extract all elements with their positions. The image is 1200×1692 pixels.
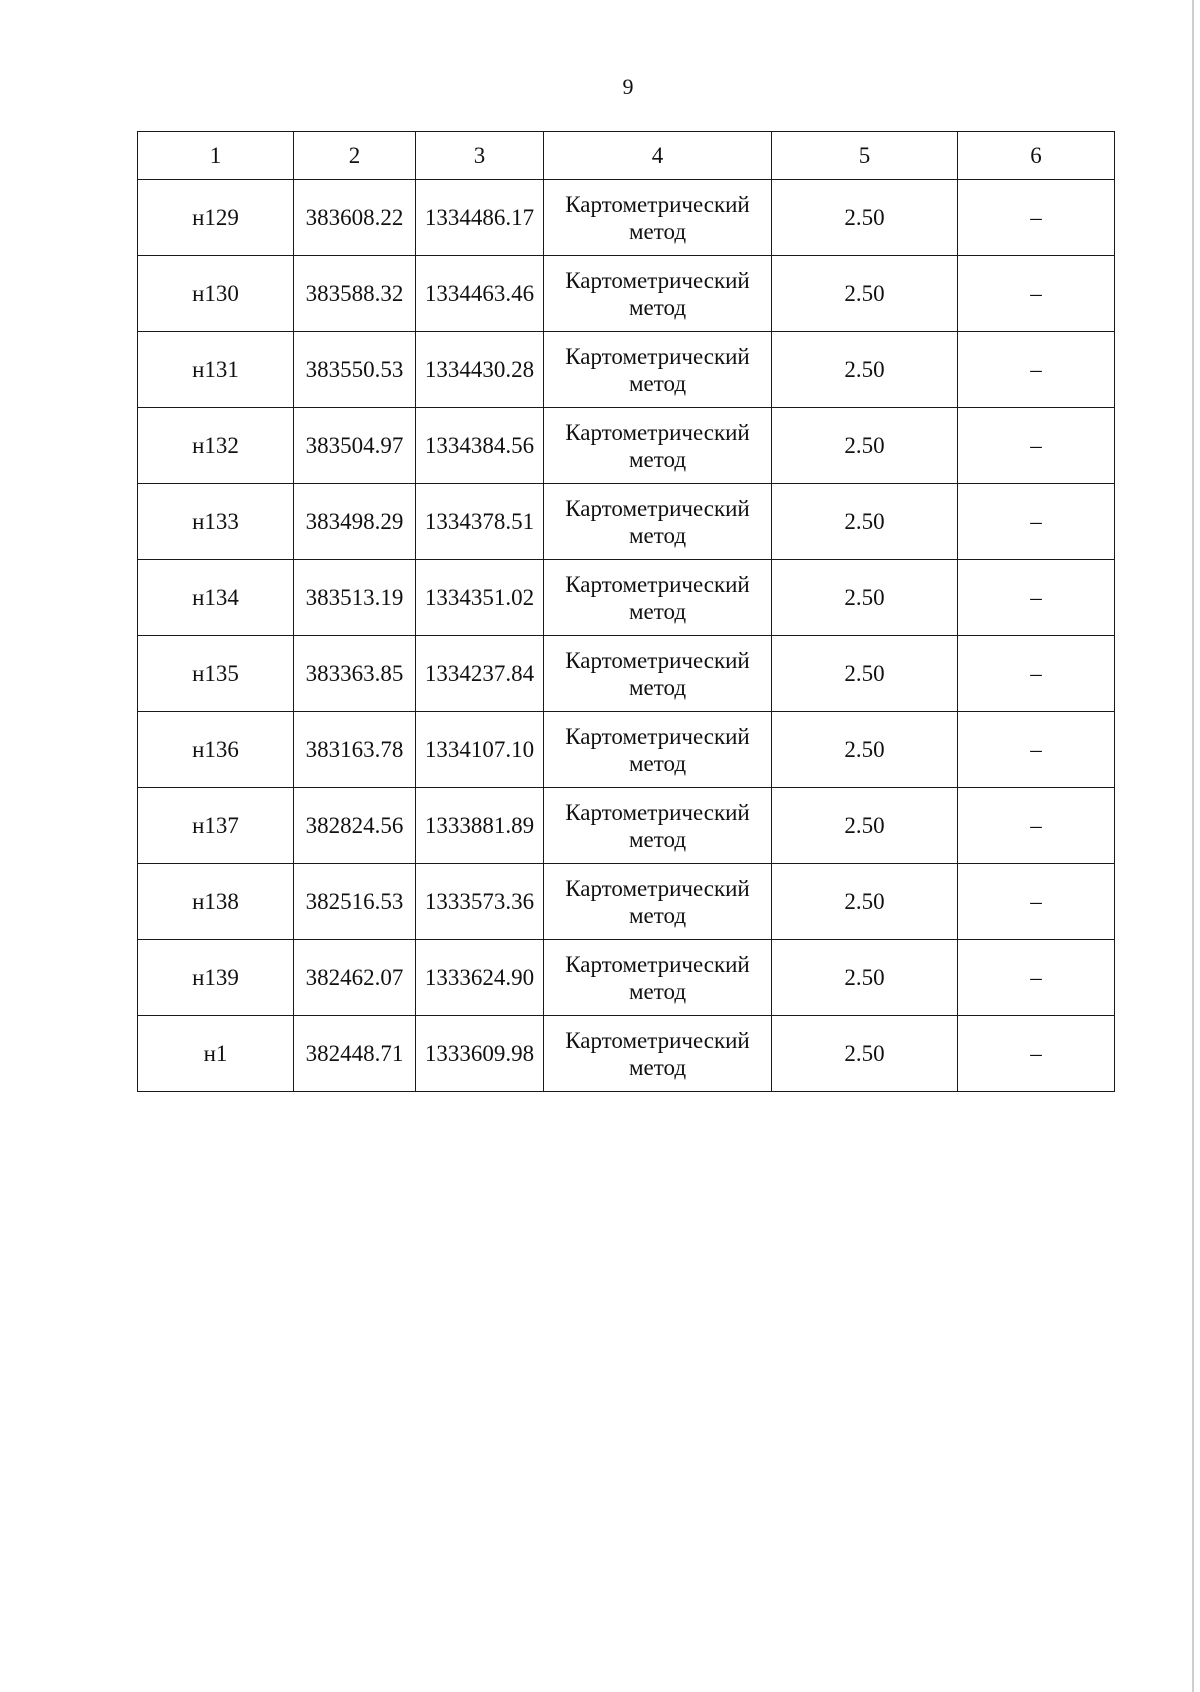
x-coordinate-cell: 383504.97 [294, 408, 416, 484]
accuracy-cell: 2.50 [772, 940, 958, 1016]
note-cell: – [958, 484, 1115, 560]
note-cell: – [958, 864, 1115, 940]
table-row [138, 484, 1115, 560]
header-cell-2: 2 [294, 132, 416, 180]
point-cell: н131 [138, 332, 294, 408]
method-cell [544, 256, 772, 332]
point-cell: н130 [138, 256, 294, 332]
accuracy-cell: 2.50 [772, 1016, 958, 1092]
point-cell: н129 [138, 180, 294, 256]
method-line-2: метод [628, 370, 687, 396]
note-cell: – [958, 1016, 1115, 1092]
table-header [138, 132, 1115, 180]
header-cell-6: 6 [958, 132, 1115, 180]
method-cell [544, 180, 772, 256]
method-line-2: метод [628, 826, 687, 852]
y-coordinate-cell: 1334237.84 [416, 636, 544, 712]
table-row [138, 712, 1115, 788]
method-line-1: Картометрический [565, 1027, 750, 1053]
method-line-2: метод [628, 750, 687, 776]
accuracy-cell: 2.50 [772, 484, 958, 560]
accuracy-cell: 2.50 [772, 560, 958, 636]
table-row [138, 408, 1115, 484]
method-cell [544, 788, 772, 864]
note-cell: – [958, 332, 1115, 408]
method-line-1: Картометрический [565, 647, 750, 673]
method-cell [544, 484, 772, 560]
method-line-2: метод [628, 902, 687, 928]
note-cell: – [958, 180, 1115, 256]
y-coordinate-cell: 1334430.28 [416, 332, 544, 408]
y-coordinate-cell: 1334486.17 [416, 180, 544, 256]
x-coordinate-cell: 383608.22 [294, 180, 416, 256]
note-cell: – [958, 636, 1115, 712]
y-coordinate-cell: 1333881.89 [416, 788, 544, 864]
point-cell: н134 [138, 560, 294, 636]
accuracy-cell: 2.50 [772, 864, 958, 940]
method-line-2: метод [628, 446, 687, 472]
accuracy-cell: 2.50 [772, 788, 958, 864]
method-cell [544, 636, 772, 712]
note-cell: – [958, 788, 1115, 864]
method-line-1: Картометрический [565, 267, 750, 293]
x-coordinate-cell: 383363.85 [294, 636, 416, 712]
method-line-2: метод [628, 522, 687, 548]
x-coordinate-cell: 383513.19 [294, 560, 416, 636]
point-cell: н1 [138, 1016, 294, 1092]
header-cell-5: 5 [772, 132, 958, 180]
point-cell: н136 [138, 712, 294, 788]
method-line-2: метод [628, 674, 687, 700]
point-cell: н137 [138, 788, 294, 864]
table-row [138, 1016, 1115, 1092]
note-cell: – [958, 256, 1115, 332]
y-coordinate-cell: 1333624.90 [416, 940, 544, 1016]
note-cell: – [958, 560, 1115, 636]
y-coordinate-cell: 1334351.02 [416, 560, 544, 636]
page-number: 9 [622, 74, 634, 99]
page-edge-shadow [1192, 0, 1194, 1692]
x-coordinate-cell: 383550.53 [294, 332, 416, 408]
method-line-2: метод [628, 218, 687, 244]
x-coordinate-cell: 382448.71 [294, 1016, 416, 1092]
table-row [138, 560, 1115, 636]
table-row [138, 180, 1115, 256]
method-line-2: метод [628, 598, 687, 624]
method-line-1: Картометрический [565, 571, 750, 597]
header-cell-3: 3 [416, 132, 544, 180]
point-cell: н139 [138, 940, 294, 1016]
point-cell: н132 [138, 408, 294, 484]
table-row [138, 332, 1115, 408]
table-row [138, 636, 1115, 712]
method-line-2: метод [628, 978, 687, 1004]
method-line-1: Картометрический [565, 419, 750, 445]
method-cell [544, 864, 772, 940]
method-line-1: Картометрический [565, 875, 750, 901]
header-cell-4: 4 [544, 132, 772, 180]
method-cell [544, 940, 772, 1016]
method-cell [544, 560, 772, 636]
x-coordinate-cell: 383588.32 [294, 256, 416, 332]
point-cell: н133 [138, 484, 294, 560]
accuracy-cell: 2.50 [772, 332, 958, 408]
method-cell [544, 1016, 772, 1092]
y-coordinate-cell: 1334378.51 [416, 484, 544, 560]
note-cell: – [958, 408, 1115, 484]
note-cell: – [958, 940, 1115, 1016]
x-coordinate-cell: 382824.56 [294, 788, 416, 864]
method-line-2: метод [628, 294, 687, 320]
method-line-1: Картометрический [565, 343, 750, 369]
table-row [138, 864, 1115, 940]
method-cell [544, 712, 772, 788]
method-line-1: Картометрический [565, 951, 750, 977]
table-body [138, 180, 1115, 1092]
accuracy-cell: 2.50 [772, 180, 958, 256]
coordinates-table [137, 131, 1115, 1092]
header-row [138, 132, 1115, 180]
table-row [138, 788, 1115, 864]
x-coordinate-cell: 383498.29 [294, 484, 416, 560]
y-coordinate-cell: 1334107.10 [416, 712, 544, 788]
method-line-1: Картометрический [565, 723, 750, 749]
method-line-1: Картометрический [565, 191, 750, 217]
table-row [138, 256, 1115, 332]
y-coordinate-cell: 1333573.36 [416, 864, 544, 940]
point-cell: н138 [138, 864, 294, 940]
x-coordinate-cell: 383163.78 [294, 712, 416, 788]
y-coordinate-cell: 1334463.46 [416, 256, 544, 332]
y-coordinate-cell: 1333609.98 [416, 1016, 544, 1092]
method-cell [544, 332, 772, 408]
method-line-1: Картометрический [565, 495, 750, 521]
accuracy-cell: 2.50 [772, 256, 958, 332]
x-coordinate-cell: 382462.07 [294, 940, 416, 1016]
header-cell-1: 1 [138, 132, 294, 180]
accuracy-cell: 2.50 [772, 408, 958, 484]
x-coordinate-cell: 382516.53 [294, 864, 416, 940]
point-cell: н135 [138, 636, 294, 712]
table-row [138, 940, 1115, 1016]
y-coordinate-cell: 1334384.56 [416, 408, 544, 484]
method-cell [544, 408, 772, 484]
accuracy-cell: 2.50 [772, 712, 958, 788]
accuracy-cell: 2.50 [772, 636, 958, 712]
method-line-2: метод [628, 1054, 687, 1080]
note-cell: – [958, 712, 1115, 788]
method-line-1: Картометрический [565, 799, 750, 825]
